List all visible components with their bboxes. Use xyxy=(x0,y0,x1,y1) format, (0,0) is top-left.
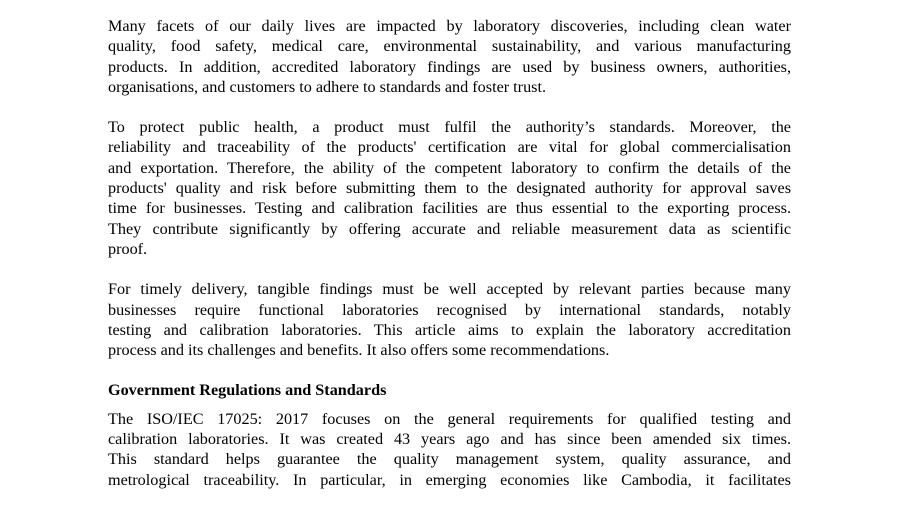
paragraph-iso-standard xyxy=(108,409,791,490)
text-line: calibration laboratories. It was created 43 years ago and has since been amended six times. xyxy=(108,430,791,449)
text-line: To protect public health, a product must fulfil the authority’s standards. Moreover, the xyxy=(108,118,791,137)
text-line: For timely delivery, tangible findings must be well accepted by relevant parties because many xyxy=(108,280,791,299)
text-line: organisations, and customers to adhere to standards and foster trust. xyxy=(108,77,547,96)
text-line: quality, food safety, medical care, environmental sustainability, and various manufacturing xyxy=(108,37,791,56)
text-line: process and its challenges and benefits. It also offers some recommendations. xyxy=(108,341,610,360)
text-line: businesses require functional laboratories recognised by international standards, notably xyxy=(108,300,791,319)
text-line: The ISO/IEC 17025: 2017 focuses on the general requirements for qualified testing and xyxy=(108,409,791,428)
paragraph-lab-discoveries xyxy=(108,16,791,97)
text-line: reliability and traceability of the products' certification are vital for global commercialisation xyxy=(108,138,791,157)
text-line: metrological traceability. In particular, in emerging economies like Cambodia, it facilitates xyxy=(108,470,791,489)
section-heading: Government Regulations and Standards xyxy=(108,381,387,400)
text-line: time for businesses. Testing and calibration facilities are thus essential to the exporting process. xyxy=(108,199,791,218)
text-line: products' quality and risk before submitting them to the designated authority for approval saves xyxy=(108,179,791,198)
text-line: Many facets of our daily lives are impacted by laboratory discoveries, including clean water xyxy=(108,17,791,35)
paragraph-public-health xyxy=(108,117,791,259)
text-line: products. In addition, accredited laboratory findings are used by business owners, authorities, xyxy=(108,57,791,76)
text-line: They contribute significantly by offering accurate and reliable measurement data as scientific xyxy=(108,219,791,238)
text-line: proof. xyxy=(108,239,148,258)
text-line: This standard helps guarantee the quality management system, quality assurance, and xyxy=(108,450,791,469)
text-line: testing and calibration laboratories. This article aims to explain the laboratory accreditation xyxy=(108,320,791,339)
paragraph-timely-delivery xyxy=(108,279,791,360)
text-line: and exportation. Therefore, the ability of the competent laboratory to confirm the details of the xyxy=(108,158,791,177)
document-page xyxy=(108,16,791,510)
